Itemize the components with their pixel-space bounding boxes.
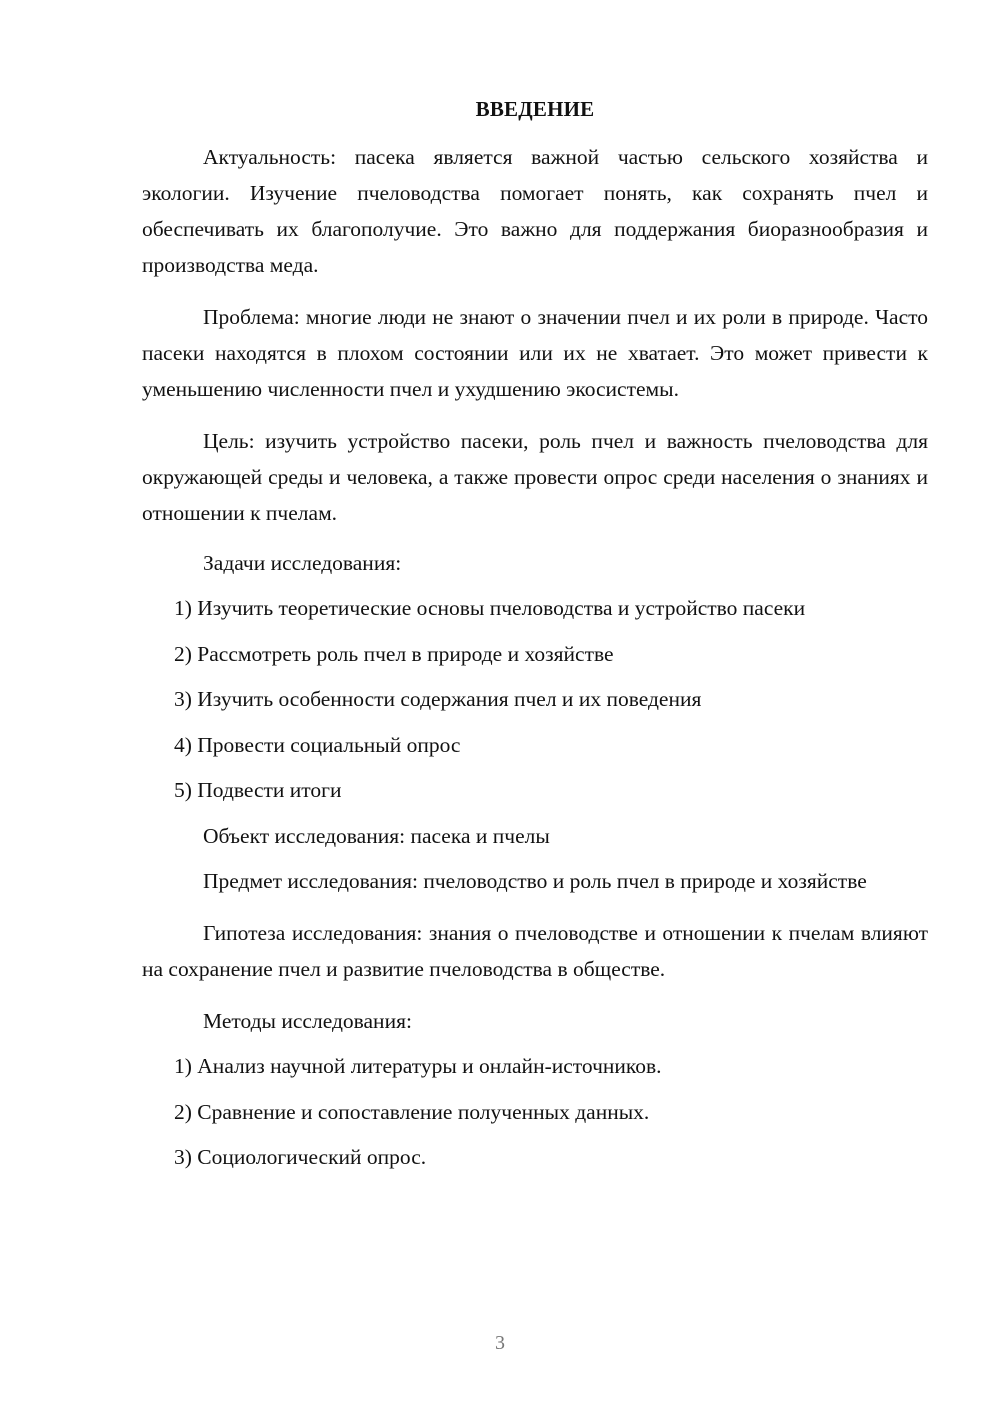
hypothesis-paragraph: Гипотеза исследования: знания о пчеловодстве и отношении к пчелам влияют на сохранение пчел и развитие пчеловодства в обществе. xyxy=(142,921,928,981)
list-item: 1) Изучить теоретические основы пчеловодства и устройство пасеки xyxy=(174,596,806,620)
tasks-heading: Задачи исследования: xyxy=(203,551,402,575)
section-title: ВВЕДЕНИЕ xyxy=(475,97,595,121)
list-item: 2) Сравнение и сопоставление полученных данных. xyxy=(174,1099,650,1124)
page-number: 3 xyxy=(495,1332,505,1354)
list-item: 1) Анализ научной литературы и онлайн-источников. xyxy=(174,1054,662,1078)
tasks-list xyxy=(142,590,928,808)
goal-paragraph: Цель: изучить устройство пасеки, роль пчел и важность пчеловодства для окружающей среды и человека, а также провести опрос среди населения о знаниях и отношении к пчелам. xyxy=(142,429,928,525)
list-item: 3) Изучить особенности содержания пчел и их поведения xyxy=(174,687,702,711)
document-page xyxy=(142,94,928,1185)
object-line: Объект исследования: пасека и пчелы xyxy=(203,824,550,848)
subject-paragraph: Предмет исследования: пчеловодство и роль пчел в природе и хозяйстве xyxy=(203,869,867,893)
list-item: 2) Рассмотреть роль пчел в природе и хозяйстве xyxy=(174,641,614,666)
list-item: 5) Подвести итоги xyxy=(174,778,342,802)
list-item: 4) Провести социальный опрос xyxy=(174,732,461,757)
methods-heading: Методы исследования: xyxy=(203,1009,412,1033)
list-item: 3) Социологический опрос. xyxy=(174,1145,427,1169)
methods-list xyxy=(142,1048,928,1175)
problem-paragraph: Проблема: многие люди не знают о значении пчел и их роли в природе. Часто пасеки находятся в плохом состоянии или их не хватает. Это может привести к уменьшению численности пчел и ухудшению экосистемы. xyxy=(142,305,928,401)
relevance-paragraph: Актуальность: пасека является важной частью сельского хозяйства и экологии. Изучение пчеловодства помогает понять, как сохранять пчел и обеспечивать их благополучие. Это важно для поддержания биоразнообразия и производства меда. xyxy=(142,145,928,277)
